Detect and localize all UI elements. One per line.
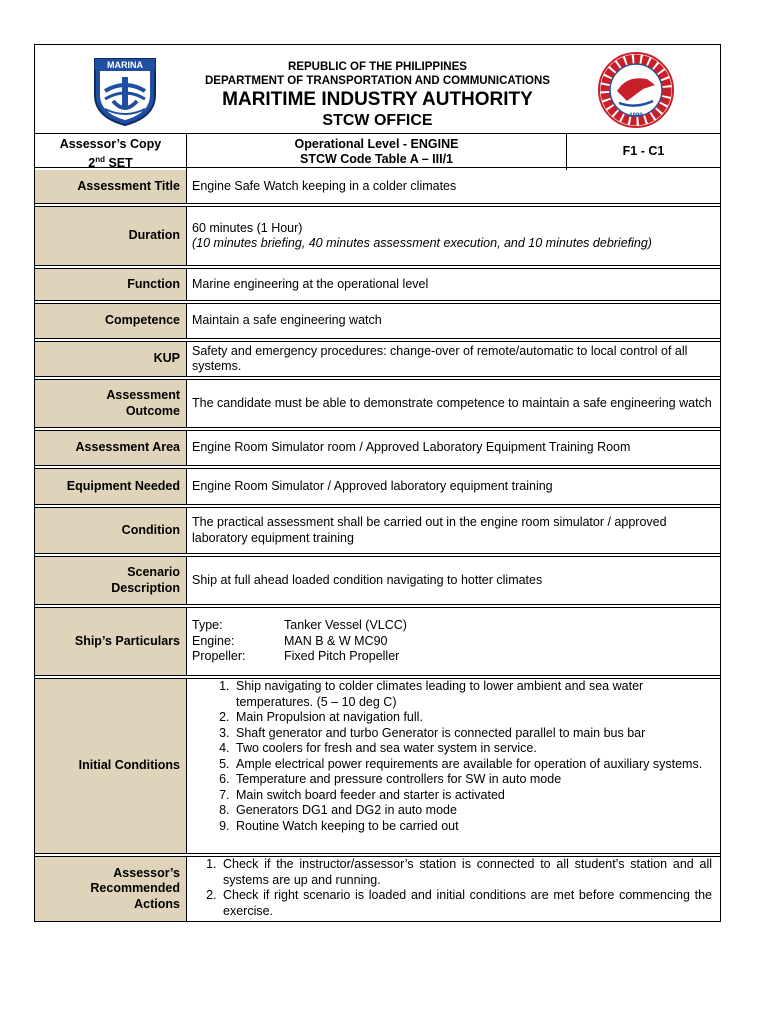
duration-value: 60 minutes (1 Hour) xyxy=(192,220,303,235)
particular-item: Type: Tanker Vessel (VLCC) xyxy=(192,618,407,633)
level-cell xyxy=(187,134,566,170)
copy-cell xyxy=(35,134,186,170)
kup-value: Safety and emergency procedures: change-over of remote/automatic to local control of all systems. xyxy=(192,343,688,373)
row-function xyxy=(35,269,720,300)
row-equipment-needed xyxy=(35,469,720,504)
list-item: 8. Generators DG1 and DG2 in auto mode xyxy=(233,803,712,819)
copy-label: Assessor’s Copy xyxy=(59,137,162,151)
duration-label: Duration xyxy=(128,228,180,243)
list-item: 6. Temperature and pressure controllers for SW in auto mode xyxy=(233,772,712,788)
list-item: 1. Check if the instructor/assessor’s station is connected to all student’s station and all systems are up and running. xyxy=(220,857,712,888)
svg-text:MARINA: MARINA xyxy=(107,60,143,70)
department-text: DEPARTMENT OF TRANSPORTATION AND COMMUNICATIONS xyxy=(205,75,550,87)
list-item: 9. Routine Watch keeping to be carried out xyxy=(233,819,712,835)
assessment-outcome-label: Assessment Outcome xyxy=(106,388,180,418)
set-label: 2nd SET xyxy=(88,155,133,171)
header-info-row xyxy=(35,133,720,170)
scenario-label: Scenario Description xyxy=(111,565,180,595)
row-competence xyxy=(35,304,720,338)
row-recommended-actions xyxy=(35,857,720,921)
form-code: F1 - C1 xyxy=(622,144,665,158)
competence-value: Maintain a safe engineering watch xyxy=(192,313,382,328)
assessment-area-label: Assessment Area xyxy=(75,440,180,455)
condition-value: The practical assessment shall be carried out in the engine room simulator / approved laboratory equipment training xyxy=(192,515,667,545)
svg-text:1899: 1899 xyxy=(629,113,643,119)
row-assessment-area xyxy=(35,431,720,465)
republic-text: REPUBLIC OF THE PHILIPPINES xyxy=(288,61,467,73)
function-label: Function xyxy=(127,276,180,291)
row-duration xyxy=(35,207,720,265)
document-header xyxy=(34,44,721,171)
list-item: 3. Shaft generator and turbo Generator is connected parallel to main bus bar xyxy=(233,726,712,742)
row-scenario xyxy=(35,557,720,604)
list-item: 2. Check if right scenario is loaded and initial conditions are met before commencing the exercise. xyxy=(220,888,712,919)
assessment-table xyxy=(34,168,721,922)
office-title: STCW OFFICE xyxy=(322,112,433,129)
list-item: 1. Ship navigating to colder climates leading to lower ambient and sea water temperatures. (5 – 10 deg C) xyxy=(233,679,712,710)
ships-particulars-label: Ship’s Particulars xyxy=(74,633,180,648)
row-kup xyxy=(35,342,720,376)
row-ships-particulars xyxy=(35,608,720,675)
stcw-code-label: STCW Code Table A – III/1 xyxy=(299,152,454,166)
particular-item: Propeller: Fixed Pitch Propeller xyxy=(192,649,400,664)
ships-particulars-list xyxy=(192,608,712,675)
function-value: Marine engineering at the operational level xyxy=(192,276,429,291)
assessment-area-value: Engine Room Simulator room / Approved Laboratory Equipment Training Room xyxy=(192,440,631,455)
equipment-needed-label: Equipment Needed xyxy=(66,478,180,493)
kup-label: KUP xyxy=(153,351,180,366)
list-item: 7. Main switch board feeder and starter is activated xyxy=(233,788,712,804)
duration-note: (10 minutes briefing, 40 minutes assessment execution, and 10 minutes debriefing) xyxy=(192,236,652,250)
equipment-needed-value: Engine Room Simulator / Approved laboratory equipment training xyxy=(192,478,553,493)
particular-item: Engine: MAN B & W MC90 xyxy=(192,633,388,648)
recommended-actions-list xyxy=(187,857,712,919)
row-initial-conditions xyxy=(35,679,720,853)
list-item: 5. Ample electrical power requirements are available for operation of auxiliary systems. xyxy=(233,757,712,773)
initial-conditions-label: Initial Conditions xyxy=(78,758,180,773)
row-assessment-title xyxy=(35,170,720,203)
list-item: 4. Two coolers for fresh and sea water system in service. xyxy=(233,741,712,757)
row-assessment-outcome xyxy=(35,380,720,427)
assessment-title-value: Engine Safe Watch keeping in a colder climates xyxy=(192,178,457,193)
assessment-title-label: Assessment Title xyxy=(77,178,180,193)
authority-title: MARITIME INDUSTRY AUTHORITY xyxy=(222,89,533,110)
recommended-actions-label: Assessor’s Recommended Actions xyxy=(90,865,180,911)
scenario-value: Ship at full ahead loaded condition navigating to hotter climates xyxy=(192,572,543,587)
condition-label: Condition xyxy=(121,522,180,537)
initial-conditions-list xyxy=(187,679,712,834)
assessment-outcome-value: The candidate must be able to demonstrate competence to maintain a safe engineering watch xyxy=(192,395,712,410)
level-label: Operational Level - ENGINE xyxy=(294,137,459,151)
row-condition xyxy=(35,508,720,553)
list-item: 2. Main Propulsion at navigation full. xyxy=(233,710,712,726)
competence-label: Competence xyxy=(104,313,180,328)
